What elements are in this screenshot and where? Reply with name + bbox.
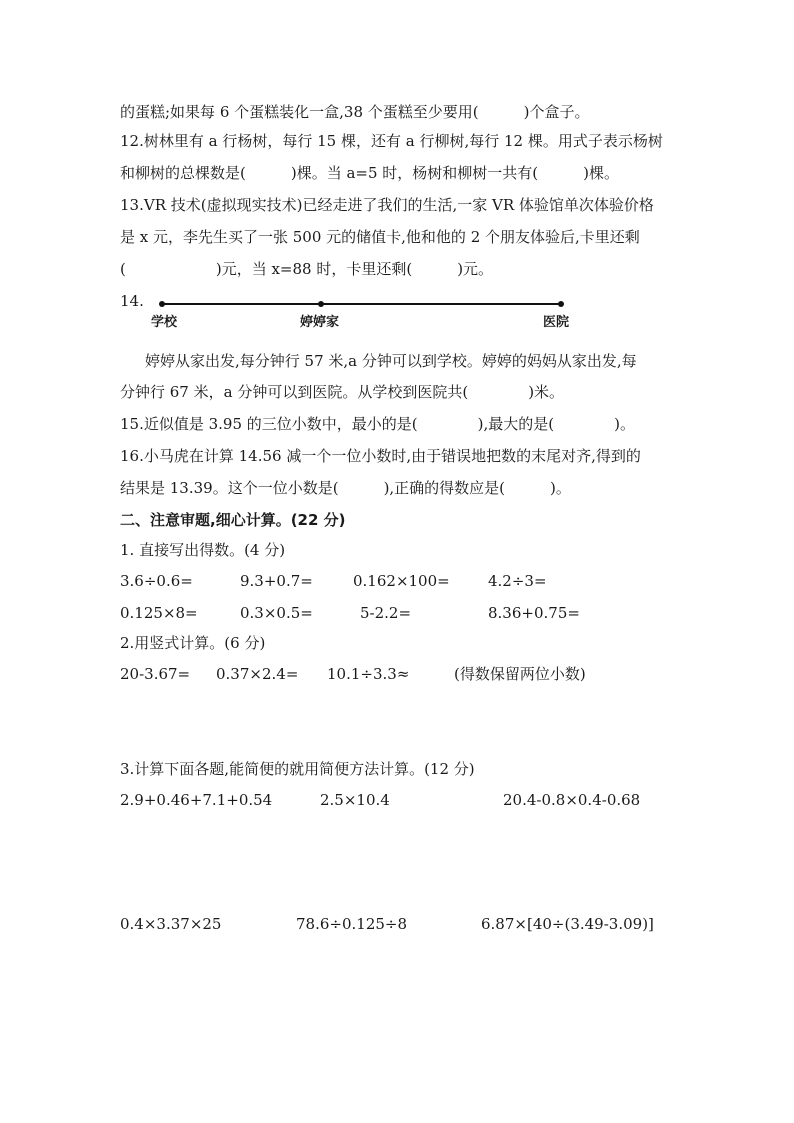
simplify-item: 2.9+0.46+7.1+0.54 bbox=[120, 791, 273, 809]
q14-text-line2: 分钟行 67 米，a 分钟可以到医院。从学校到医院共( )米。 bbox=[120, 383, 565, 401]
hospital-point bbox=[558, 301, 564, 307]
q14-distance-diagram bbox=[0, 0, 794, 340]
q11-continued-text: 的蛋糕;如果每 6 个蛋糕装化一盒,38 个蛋糕至少要用( )个盒子。 bbox=[120, 103, 590, 121]
simplify-item: 0.4×3.37×25 bbox=[120, 915, 222, 933]
simplify-item: 2.5×10.4 bbox=[320, 791, 390, 809]
q12-text-line2: 和柳树的总棵数是( )棵。当 a=5 时，杨树和柳树一共有( )棵。 bbox=[120, 164, 620, 182]
subq3-heading: 3.计算下面各题,能简便的就用简便方法计算。(12 分) bbox=[120, 760, 475, 778]
direct-item: 0.125×8= bbox=[120, 604, 198, 622]
q13-text-line3: ( )元，当 x=88 时，卡里还剩( )元。 bbox=[120, 260, 494, 278]
q14-number: 14. bbox=[120, 292, 144, 310]
home-point bbox=[318, 301, 324, 307]
q13-text-line1: 13.VR 技术(虚拟现实技术)已经走进了我们的生活,一家 VR 体验馆单次体验价格 bbox=[120, 196, 654, 214]
vertical-item: 10.1÷3.3≈ bbox=[327, 665, 410, 683]
simplify-item: 6.87×[40÷(3.49-3.09)] bbox=[481, 915, 654, 933]
school-point bbox=[159, 301, 165, 307]
q12-text-line1: 12.树林里有 a 行杨树，每行 15 棵，还有 a 行柳树,每行 12 棵。用式子表示杨树 bbox=[120, 132, 663, 150]
direct-item: 5-2.2= bbox=[360, 604, 412, 622]
home-label: 婷婷家 bbox=[300, 315, 340, 330]
subq2-heading: 2.用竖式计算。(6 分) bbox=[120, 634, 266, 652]
q14-text-line1: 婷婷从家出发,每分钟行 57 米,a 分钟可以到学校。婷婷的妈妈从家出发,每 bbox=[145, 352, 637, 370]
direct-item: 4.2÷3= bbox=[488, 572, 547, 590]
q13-text-line2: 是 x 元，李先生买了一张 500 元的储值卡,他和他的 2 个朋友体验后,卡里还剩 bbox=[120, 228, 640, 246]
q16-text-line2: 结果是 13.39。这个一位小数是( ),正确的得数应是( )。 bbox=[120, 479, 571, 497]
simplify-item: 20.4-0.8×0.4-0.68 bbox=[503, 791, 641, 809]
school-label: 学校 bbox=[151, 315, 178, 330]
direct-item: 9.3+0.7= bbox=[240, 572, 313, 590]
subq1-heading: 1. 直接写出得数。(4 分) bbox=[120, 541, 286, 559]
vertical-item: 20-3.67= bbox=[120, 665, 191, 683]
vertical-item: 0.37×2.4= bbox=[216, 665, 299, 683]
section2-heading: 二、注意审题,细心计算。(22 分) bbox=[120, 511, 346, 529]
direct-item: 0.3×0.5= bbox=[240, 604, 313, 622]
direct-item: 0.162×100= bbox=[353, 572, 450, 590]
q15-text: 15.近似值是 3.95 的三位小数中，最小的是( ),最大的是( )。 bbox=[120, 415, 635, 433]
simplify-item: 78.6÷0.125÷8 bbox=[296, 915, 408, 933]
vertical-note: (得数保留两位小数) bbox=[454, 665, 586, 683]
direct-item: 8.36+0.75= bbox=[488, 604, 580, 622]
hospital-label: 医院 bbox=[543, 315, 570, 330]
direct-item: 3.6÷0.6= bbox=[120, 572, 193, 590]
q16-text-line1: 16.小马虎在计算 14.56 减一个一位小数时,由于错误地把数的末尾对齐,得到的 bbox=[120, 447, 641, 465]
